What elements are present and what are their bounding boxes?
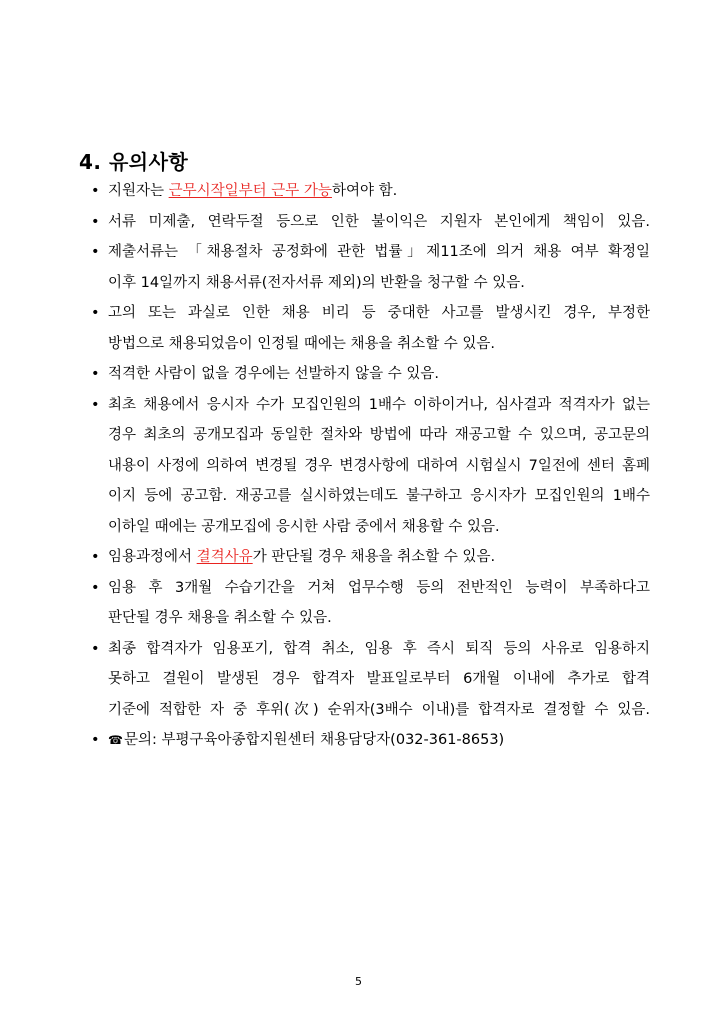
notice-line: 이후 14일까지 채용서류(전자서류 제외)의 반환을 청구할 수 있음. xyxy=(108,274,525,291)
notice-item-re-announcement xyxy=(88,390,650,543)
notice-line: 판단될 경우 채용을 취소할 수 있음. xyxy=(108,610,332,626)
bullet: • xyxy=(91,396,100,413)
notice-item-document-return xyxy=(88,237,650,298)
phone-icon: ☎ xyxy=(108,733,123,747)
notice-line: 최종 합격자가 임용포기, 합격 취소, 임용 후 즉시 퇴직 등의 사유로 임용하지 xyxy=(108,640,650,657)
notice-line: 이지 등에 공고함. 재공고를 실시하였는데도 불구하고 응시자가 모집인원의 1배수 xyxy=(108,488,650,504)
notice-text: 가 판단될 경우 채용을 취소할 수 있음. xyxy=(252,549,496,565)
notice-line xyxy=(108,176,650,207)
notice-line: 이하일 때에는 공개모집에 응시한 사람 중에서 채용할 수 있음. xyxy=(108,518,500,535)
notice-text: 지원자는 xyxy=(108,183,169,199)
notice-text: 임용과정에서 xyxy=(108,549,197,565)
notice-item-work-start xyxy=(88,176,650,207)
bullet: • xyxy=(91,579,100,596)
notice-item-hiring-fraud xyxy=(88,298,650,359)
section-title: 4. 유의사항 xyxy=(79,150,189,174)
bullet: • xyxy=(91,213,100,230)
notice-line: 최초 채용에서 응시자 수가 모집인원의 1배수 이하이거나, 심사결과 적격자가 없는 xyxy=(108,396,650,413)
page-number: 5 xyxy=(355,975,362,988)
contact-text: 문의: 부평구육아종합지원센터 채용담당자(032-361-8653) xyxy=(123,732,505,748)
notice-line: 고의 또는 과실로 인한 채용 비리 등 중대한 사고를 발생시킨 경우, 부정한 xyxy=(108,305,650,321)
notice-line: 경우 최초의 공개모집과 동일한 절차와 방법에 따라 재공고할 수 있으며, 공고문의 xyxy=(108,427,650,443)
bullet: • xyxy=(91,305,100,321)
notice-item-probation xyxy=(88,573,650,634)
notice-text: 하여야 함. xyxy=(331,183,398,199)
bullet: • xyxy=(91,640,100,657)
notice-line: 기준에 적합한 자 중 후위(次) 순위자(3배수 이내)를 합격자로 결정할 수 있음. xyxy=(108,701,650,718)
notice-item-additional-hire xyxy=(88,634,650,726)
notice-item-no-qualified xyxy=(88,359,650,390)
notice-line: 서류 미제출, 연락두절 등으로 인한 불이익은 지원자 본인에게 책임이 있음. xyxy=(108,213,650,230)
bullet: • xyxy=(91,549,100,565)
notice-line xyxy=(108,542,650,573)
bullet: • xyxy=(91,183,100,199)
bullet: • xyxy=(91,732,100,748)
notice-line: 적격한 사람이 없을 경우에는 선발하지 않을 수 있음. xyxy=(108,366,440,382)
notice-line: 못하고 결원이 발생된 경우 합격자 발표일로부터 6개월 이내에 추가로 합격 xyxy=(108,671,650,687)
notice-line: 임용 후 3개월 수습기간을 거쳐 업무수행 등의 전반적인 능력이 부족하다고 xyxy=(108,579,650,596)
notice-line xyxy=(108,725,650,756)
notice-line: 방법으로 채용되었음이 인정될 때에는 채용을 취소할 수 있음. xyxy=(108,335,496,352)
notice-item-document-submission xyxy=(88,207,650,238)
bullet: • xyxy=(91,366,100,382)
notice-item-disqualification xyxy=(88,542,650,573)
highlight-text: 근무시작일부터 근무 가능 xyxy=(168,183,332,199)
notice-list xyxy=(88,176,650,756)
bullet: • xyxy=(91,244,100,260)
highlight-text: 결격사유 xyxy=(196,549,253,565)
notice-line: 내용이 사정에 의하여 변경될 경우 변경사항에 대하여 시험실시 7일전에 센터 홈페 xyxy=(108,457,650,474)
notice-line: 제출서류는 「채용절차 공정화에 관한 법률」제11조에 의거 채용 여부 확정일 xyxy=(108,244,650,260)
notice-item-contact xyxy=(88,725,650,756)
